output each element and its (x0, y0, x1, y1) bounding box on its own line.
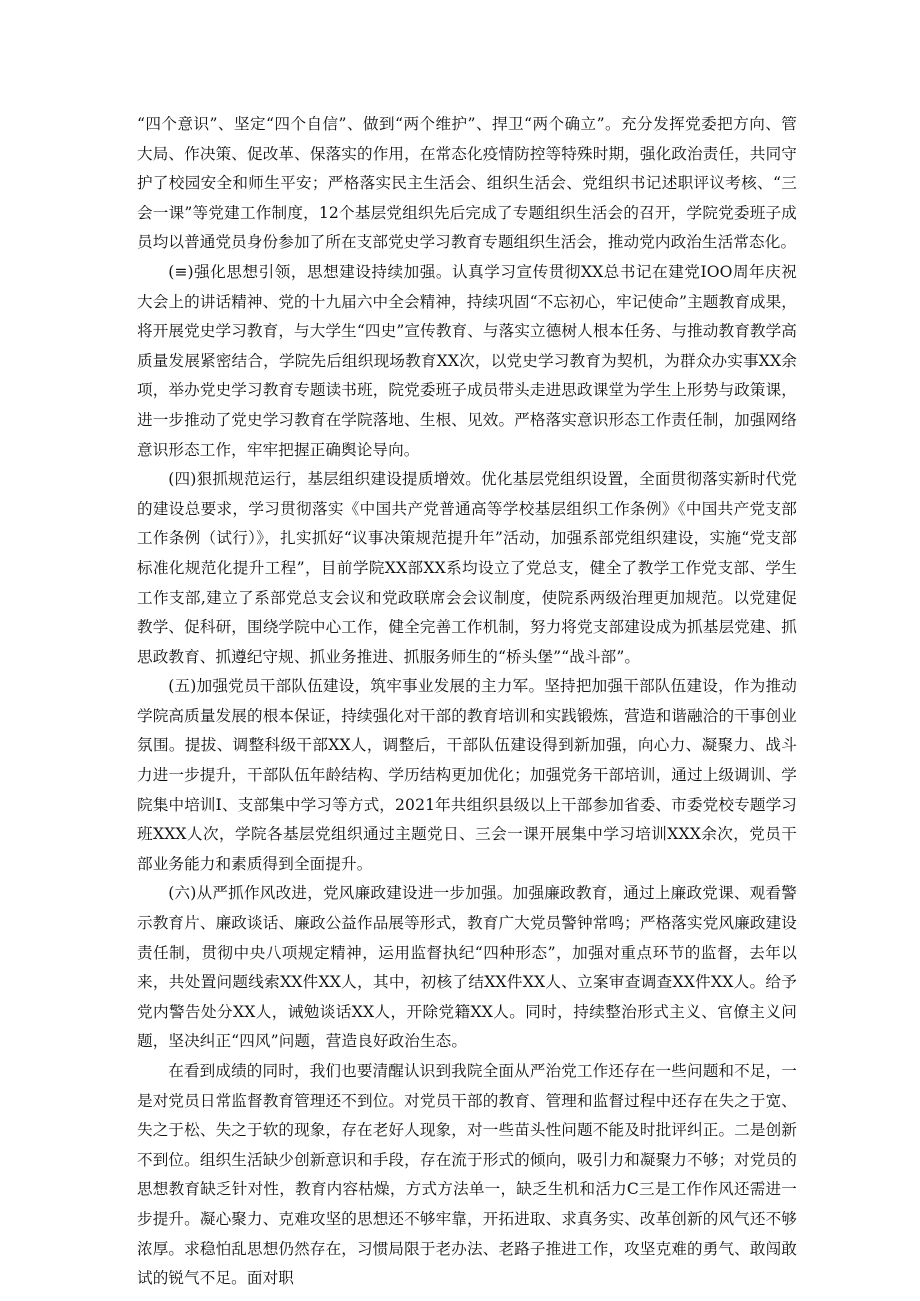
paragraph-1: “四个意识”、坚定“四个自信”、做到“两个维护”、捍卫“两个确立”。充分发挥党委把方向、管大局、作决策、促改革、保落实的作用，在常态化疫情防控等特殊时期，强化政治责任，共同守护了校园安全和师生平安；严格落实民主生活会、组织生活会、党组织书记述职评议考核、“三会一课”等党建工作制度，12个基层党组织先后完成了专题组织生活会的召开，学院党委班子成员均以普通党员身份参加了所在支部党史学习教育专题组织生活会，推动党内政治生活常态化。 (137, 115, 797, 252)
paragraph-5: (六)从严抓作风改进，党风廉政建设进一步加强。加强廉政教育，通过上廉政党课、观看警示教育片、廉政谈话、廉政公益作品展等形式，教育广大党员警钟常鸣；严格落实党风廉政建设责任制，贯彻中央八项规定精神，运用监督执纪“四种形态”，加强对重点环节的监督，去年以来，共处置问题线索XX件XX人，其中，初核了结XX件XX人、立案审查调查XX件XX人。给予党内警告处分XX人，诫勉谈话XX人，开除党籍XX人。同时，持续整治形式主义、官僚主义问题，坚决纠正“四风”问题，营造良好政治生态。 (137, 884, 797, 1051)
paragraph-6: 在看到成绩的同时，我们也要清醒认识到我院全面从严治党工作还存在一些问题和不足，一是对党员日常监督教育管理还不到位。对党员干部的教育、管理和监督过程中还存在失之于宽、失之于松、失之于软的现象，存在老好人现象，对一些苗头性问题不能及时批评纠正。二是创新不到位。组织生活缺少创新意识和手段，存在流于形式的倾向，吸引力和凝聚力不够；对党员的思想教育缺乏针对性，教育内容枯燥，方式方法单一，缺乏生机和活力C三是工作作风还需进一步提升。凝心聚力、克难攻坚的思想还不够牢靠，开拓进取、求真务实、改革创新的风气还不够浓厚。求稳怕乱思想仍然存在，习惯局限于老办法、老路子推进工作，攻坚克难的勇气、敢闯敢试的锐气不足。面对职 (137, 1062, 797, 1288)
paragraph-3: (四)狠抓规范运行，基层组织建设提质增效。优化基层党组织设置，全面贯彻落实新时代党的建设总要求，学习贯彻落实《中国共产党普通高等学校基层组织工作条例》《中国共产党支部工作条例（试行）》，扎实抓好“议事决策规范提升年”活动，加强系部党组织建设，实施“党支部标准化规范化提升工程”，目前学院XX部XX系均设立了党总支，健全了教学工作党支部、学生工作支部,建立了系部党总支会议和党政联席会会议制度，使院系两级治理更加规范。以党建促教学、促科研，围绕学院中心工作，健全完善工作机制，努力将党支部建设成为抓基层党建、抓思政教育、抓遵纪守规、抓业务推进、抓服务师生的“桥头堡”“战斗部”。 (137, 470, 797, 666)
paragraph-2: (≡)强化思想引领，思想建设持续加强。认真学习宣传贯彻XX总书记在建党IOO周年庆祝大会上的讲话精神、党的十九届六中全会精神，持续巩固“不忘初心，牢记使命”主题教育成果，将开展党史学习教育，与大学生“四史”宣传教育、与落实立德树人根本任务、与推动教育教学高质量发展紧密结合，学院先后组织现场教育XX次，以党史学习教育为契机，为群众办实事XX余项，举办党史学习教育专题读书班，院党委班子成员带头走进思政课堂为学生上形势与政策课，进一步推动了党史学习教育在学院落地、生根、见效。严格落实意识形态工作责任制，加强网络意识形态工作，牢牢把握正确舆论导向。 (137, 262, 797, 459)
paragraph-4: (五)加强党员干部队伍建设，筑牢事业发展的主力军。坚持把加强干部队伍建设，作为推动学院高质量发展的根本保证，持续强化对干部的教育培训和实践锻炼，营造和谐融洽的干事创业氛围。提拔、调整科级干部XX人，调整后，干部队伍建设得到新加强，向心力、凝聚力、战斗力进一步提升，干部队伍年龄结构、学历结构更加优化；加强党务干部培训，通过上级调训、学院集中培训I、支部集中学习等方式，2021年共组织县级以上干部参加省委、市委党校专题学习班XXX人次，学院各基层党组织通过主题党日、三会一课开展集中学习培训XXX余次，党员干部业务能力和素质得到全面提升。 (137, 677, 797, 873)
document-body (137, 110, 797, 1294)
